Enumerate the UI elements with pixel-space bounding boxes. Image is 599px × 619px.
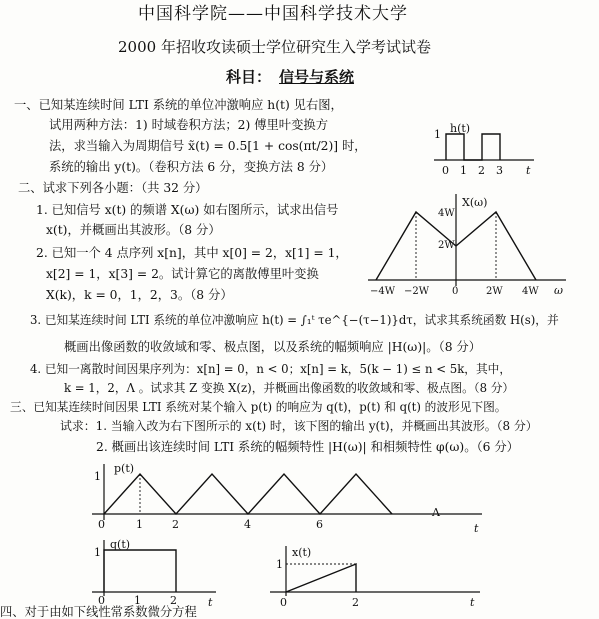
x-tick-0: 0 bbox=[280, 596, 287, 609]
figure-X-of-omega bbox=[368, 190, 568, 302]
x-axis-label: t bbox=[470, 596, 475, 609]
h-tick-3: 3 bbox=[496, 164, 503, 177]
h-axis-label: t bbox=[526, 164, 531, 177]
q-axis-label: t bbox=[208, 596, 213, 609]
q1-line-1: 一、已知某连续时间 LTI 系统的单位冲激响应 h(t) 见右图， bbox=[14, 98, 343, 112]
X-xtick-0: 0 bbox=[452, 286, 459, 297]
subject-label: 科目： bbox=[226, 68, 272, 86]
figure-x-of-t bbox=[270, 544, 485, 610]
x-tick-2: 2 bbox=[352, 596, 359, 609]
document-title: 中国科学院——中国科学技术大学 bbox=[138, 4, 408, 24]
q2-3-line-1: 3. 已知某连续时间 LTI 系统的单位冲激响应 h(t) = ∫₁ᵗ τe^{−(τ−1)}dτ，试求其系统函数 H(s)，并 bbox=[30, 313, 559, 327]
q-tick-2: 2 bbox=[170, 594, 177, 607]
q4-partial-line: 四、对于由如下线性常系数微分方程 bbox=[0, 605, 197, 619]
h-tick-0: 0 bbox=[442, 164, 449, 177]
q2-4-line-1: 4. 已知一离散时间因果序列为：x[n] = 0，n < 0；x[n] = k，5(k − 1) ≤ n < 5k，其中， bbox=[30, 362, 512, 376]
q2-3-line-2: 概画出像函数的收敛域和零、极点图，以及系统的幅频响应 |H(ω)|。（8 分） bbox=[64, 340, 482, 354]
p-tick-6: 6 bbox=[316, 518, 323, 531]
p-label: p(t) bbox=[114, 462, 135, 475]
figure-p-of-t bbox=[92, 460, 492, 536]
q2-1-line-1: 1. 已知信号 x(t) 的频谱 X(ω) 如右图所示，试求出信号 bbox=[36, 203, 339, 217]
q1-line-3: 法，求当输入为周期信号 x̃(t) = 0.5[1 + cos(πt/2)] 时， bbox=[49, 139, 367, 153]
h-amp-label: 1 bbox=[434, 128, 441, 141]
p-tick-1: 1 bbox=[136, 518, 143, 531]
q1-line-4: 系统的输出 y(t)。（卷积方法 6 分，变换方法 8 分） bbox=[49, 160, 334, 174]
X-axis-label: ω bbox=[554, 284, 563, 297]
q2-heading: 二、试求下列各小题：（共 32 分） bbox=[18, 181, 208, 195]
q3-line-3: 2. 概画出该连续时间 LTI 系统的幅频特性 |H(ω)| 和相频特性 φ(ω)。（6 分） bbox=[96, 440, 519, 454]
p-tick-0: 0 bbox=[98, 518, 105, 531]
h-tick-1: 1 bbox=[460, 164, 467, 177]
X-xtick-2W: 2W bbox=[486, 286, 503, 297]
p-amp-label: 1 bbox=[94, 470, 101, 483]
q3-line-2: 试求：1. 当输入改为右下图所示的 x(t) 时，该下图的输出 y(t)，并概画出其波形。（8 分） bbox=[60, 419, 538, 433]
q1-line-2: 试用两种方法：1) 时域卷积方法；2) 傅里叶变换方 bbox=[49, 118, 328, 132]
X-label: X(ω) bbox=[462, 196, 488, 209]
q-label: q(t) bbox=[110, 538, 131, 551]
q-tick-0: 0 bbox=[98, 594, 105, 607]
X-xtick-4W: 4W bbox=[522, 286, 539, 297]
X-xtick-neg2W: −2W bbox=[404, 286, 430, 297]
h-label: h(t) bbox=[450, 122, 471, 135]
X-ytick-4W: 4W bbox=[438, 208, 455, 219]
q2-1-line-2: x(t)，并概画出其波形。（8 分） bbox=[46, 223, 221, 237]
figure-q-of-t bbox=[92, 536, 222, 608]
exam-subtitle: 2000 年招收攻读硕士学位研究生入学考试试卷 bbox=[118, 38, 431, 56]
subject-name: 信号与系统 bbox=[279, 68, 355, 86]
q2-2-line-2: x[2] = 1，x[3] = 2。试计算它的离散傅里叶变换 bbox=[46, 267, 319, 281]
p-tick-4: 4 bbox=[244, 518, 251, 531]
q-amp-label: 1 bbox=[94, 546, 101, 559]
X-xtick-neg4W: −4W bbox=[370, 286, 396, 297]
q2-2-line-3: X(k)，k = 0，1，2，3。（8 分） bbox=[46, 288, 233, 302]
h-tick-2: 2 bbox=[478, 164, 485, 177]
x-amp-label: 1 bbox=[276, 558, 283, 571]
q2-4-line-2: k = 1，2，Λ 。试求其 Z 变换 X(z)，并概画出像函数的收敛域和零、极点图。（8 分） bbox=[64, 381, 515, 395]
p-axis-label: t bbox=[474, 522, 479, 535]
q2-2-line-1: 2. 已知一个 4 点序列 x[n]，其中 x[0] = 2，x[1] = 1， bbox=[36, 246, 348, 260]
q-tick-1: 1 bbox=[134, 594, 141, 607]
q3-line-1: 三、已知某连续时间因果 LTI 系统对某个输入 p(t) 的响应为 q(t)，p(t) 和 q(t) 的波形见下图。 bbox=[10, 400, 507, 414]
X-ytick-2W: 2W bbox=[438, 240, 455, 251]
p-continuation: Λ bbox=[432, 506, 440, 519]
x-label: x(t) bbox=[292, 546, 312, 559]
p-tick-2: 2 bbox=[172, 518, 179, 531]
figure-h-of-t bbox=[430, 120, 540, 182]
